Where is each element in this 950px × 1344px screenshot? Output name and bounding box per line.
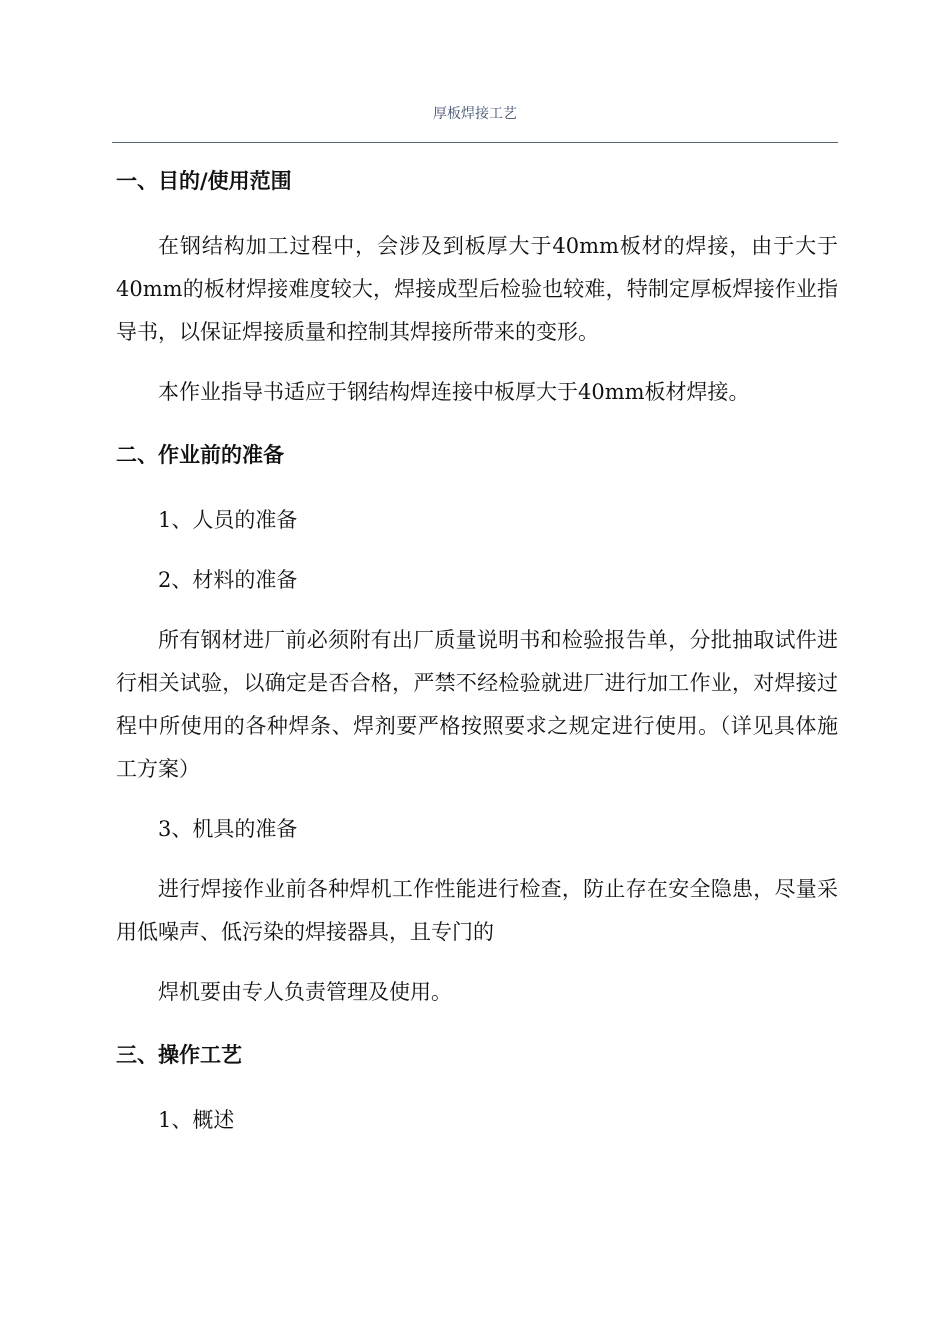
document-body bbox=[116, 160, 838, 1142]
list-item-tools: 3、机具的准备 bbox=[158, 817, 298, 841]
section-heading-preparation: 二、作业前的准备 bbox=[116, 442, 284, 467]
list-item-overview: 1、概述 bbox=[158, 1108, 235, 1132]
paragraph-purpose: 在钢结构加工过程中，会涉及到板厚大于40mm板材的焊接，由于大于40mm的板材焊接难度较大，焊接成型后检验也较难，特制定厚板焊接作业指导书，以保证焊接质量和控制其焊接所带来的变形。 bbox=[116, 234, 838, 344]
paragraph-tools-continued: 焊机要由专人负责管理及使用。 bbox=[158, 980, 452, 1004]
header-divider bbox=[112, 142, 838, 143]
section-heading-purpose: 一、目的/使用范围 bbox=[116, 168, 292, 193]
list-item-personnel: 1、人员的准备 bbox=[158, 508, 298, 532]
paragraph-scope: 本作业指导书适应于钢结构焊连接中板厚大于40mm板材焊接。 bbox=[158, 380, 750, 404]
page-header-title: 厚板焊接工艺 bbox=[433, 106, 517, 122]
paragraph-tools: 进行焊接作业前各种焊机工作性能进行检查，防止存在安全隐患，尽量采用低噪声、低污染的焊接器具，且专门的 bbox=[116, 877, 838, 944]
section-heading-process: 三、操作工艺 bbox=[116, 1042, 242, 1067]
paragraph-materials: 所有钢材进厂前必须附有出厂质量说明书和检验报告单，分批抽取试件进行相关试验，以确定是否合格，严禁不经检验就进厂进行加工作业，对焊接过程中所使用的各种焊条、焊剂要严格按照要求之规定进行使用。（详见具体施工方案） bbox=[116, 628, 838, 781]
list-item-materials: 2、材料的准备 bbox=[158, 568, 298, 592]
